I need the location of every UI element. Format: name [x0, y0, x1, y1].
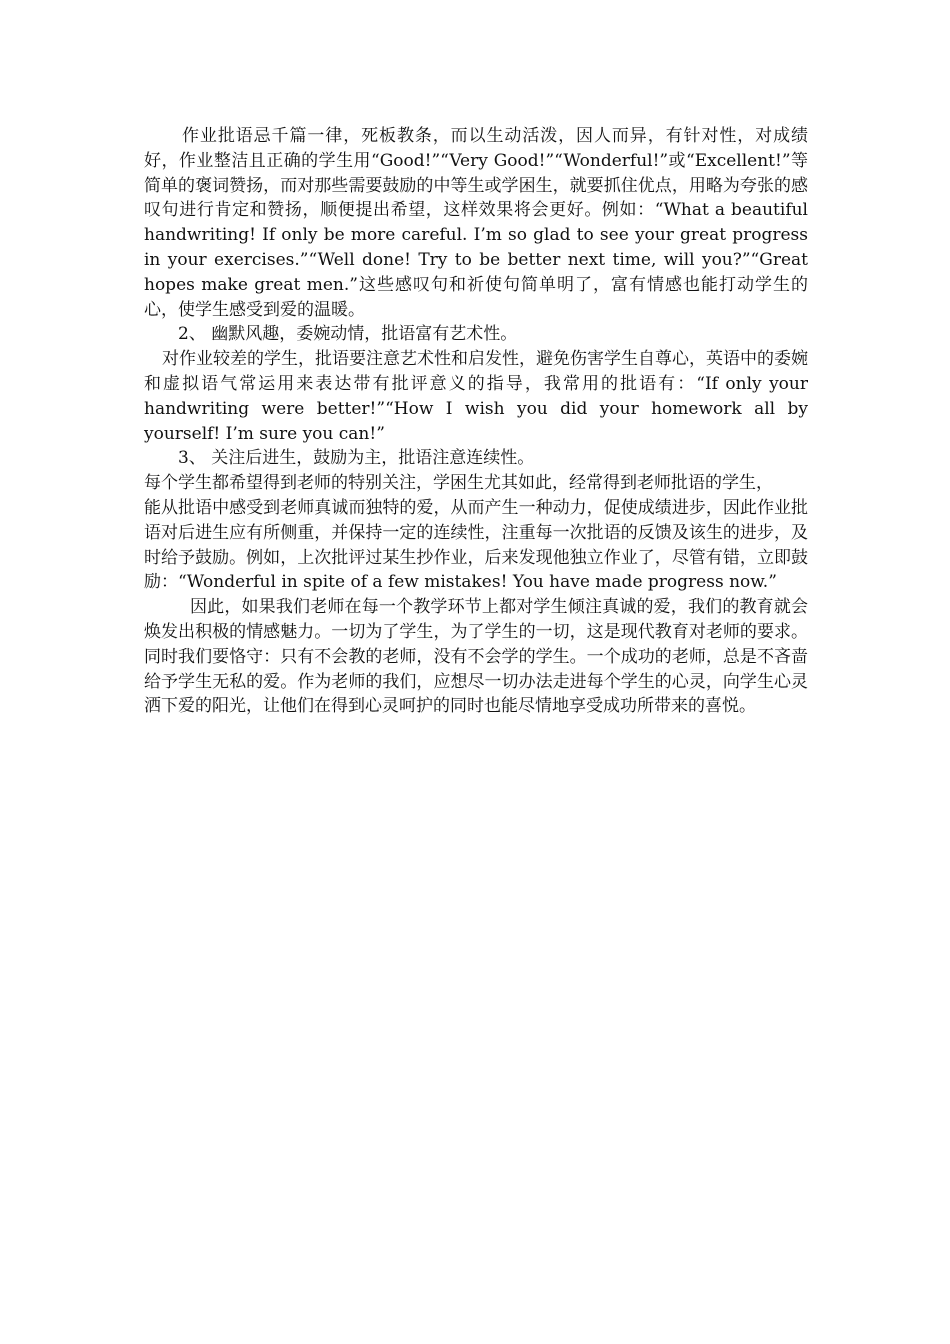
paragraph-comment-art: 对作业较差的学生，批语要注意艺术性和启发性，避免伤害学生自尊心，英语中的委婉和虚拟语气常运用来表达带有批评意义的指导，我常用的批语有：“If only your handwriting were better!”“How I wish you did your homework all by yourself! I’m sure you can!” — [144, 349, 808, 444]
paragraph-conclusion: 因此，如果我们老师在每一个教学环节上都对学生倾注真诚的爱，我们的教育就会焕发出积极的情感魅力。一切为了学生，为了学生的一切，这是现代教育对老师的要求。同时我们要恪守：只有不会教的老师，没有不会学的学生。一个成功的老师，总是不吝啬给予学生无私的爱。作为老师的我们，应想尽一切办法走进每个学生的心灵，向学生心灵洒下爱的阳光，让他们在得到心灵呵护的同时也能尽情地享受成功所带来的喜悦。 — [144, 597, 808, 717]
heading-item-2: 2、 幽默风趣，委婉动情，批语富有艺术性。 — [178, 324, 518, 345]
paragraph-attention-start: 每个学生都希望得到老师的特别关注，学困生尤其如此，经常得到老师批语的学生， — [144, 473, 773, 494]
heading-item-3: 3、 关注后进生，鼓励为主，批语注意连续性。 — [178, 448, 535, 469]
paragraph-comment-praise: 作业批语忌千篇一律，死板教条，而以生动活泼，因人而异，有针对性，对成绩好，作业整洁且正确的学生用“Good!”“Very Good!”“Wonderful!”或“Excellent!”等简单的褒词赞扬，而对那些需要鼓励的中等生或学困生，就要抓住优点，用略为夸张的感叹句进行肯定和赞扬，顺便提出希望，这样效果将会更好。例如：“What a beautiful handwriting! If only be more careful. I’m so glad to see your great progress in your exercises.”“Well done! Try to be better next time, will you?”“Great hopes make great men.”这些感叹句和祈使句简单明了，富有情感也能打动学生的心，使学生感受到爱的温暖。 — [144, 126, 808, 320]
paragraph-attention-continued: 能从批语中感受到老师真诚而独特的爱，从而产生一种动力，促使成绩进步，因此作业批语对后进生应有所侧重，并保持一定的连续性，注重每一次批语的反馈及该生的进步，及时给予鼓励。例如，上次批评过某生抄作业，后来发现他独立作业了，尽管有错，立即鼓励：“Wonderful in spite of a few mistakes! You have made progress now.” — [144, 497, 808, 593]
document-body — [144, 124, 808, 719]
